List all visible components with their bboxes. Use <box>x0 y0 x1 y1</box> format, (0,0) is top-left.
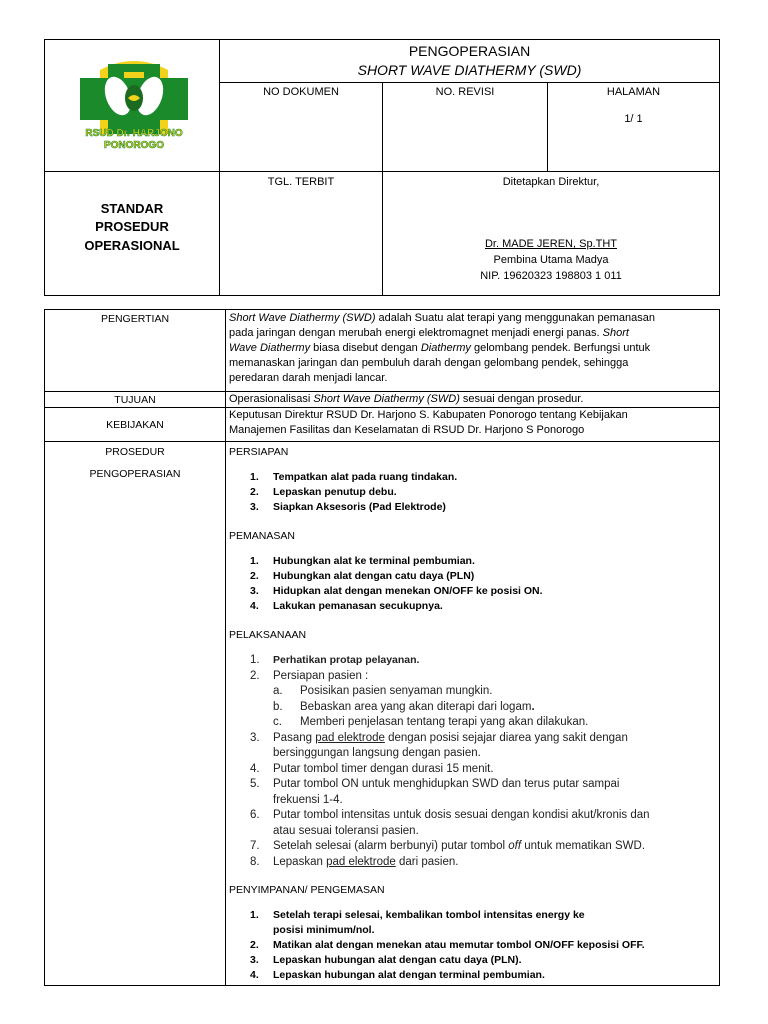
pengertian-text: Short Wave Diathermy (SWD) adalah Suatu alat terapi yang menggunakan pemanasan pada jaringan dengan merubah energi elektromagnet menjadi energi panas. Short Wave Diathermy biasa disebut dengan Diathermy gelombang pendek. Berfungsi untuk memanaskan jaringan dan pembuluh darah dengan gelombang pendek, sehingga peredaran darah menjadi lancar. <box>229 312 655 384</box>
director-name: Dr. MADE JEREN, Sp.THT <box>484 238 618 250</box>
pemanasan-heading: PEMANASAN <box>229 530 295 542</box>
list-item: 1. Setelah terapi selesai, kembalikan tombol intensitas energy ke <box>250 909 585 921</box>
ditetapkan-direktur: Ditetapkan Direktur, <box>502 176 600 188</box>
logo-text-line2: PONOROGO <box>103 140 164 151</box>
pelaksanaan-heading: PELAKSANAAN <box>229 629 307 641</box>
penyimpanan-heading: PENYIMPANAN/ PENGEMASAN <box>229 884 385 896</box>
list-item: 4. Putar tombol timer dengan durasi 15 menit. <box>250 762 494 775</box>
tujuan-text: Operasionalisasi Short Wave Diathermy (SWD) sesuai dengan prosedur. <box>229 393 584 405</box>
director-nip: NIP. 19620323 198803 1 011 <box>480 270 622 282</box>
list-item: a. Posisikan pasien senyaman mungkin. <box>273 685 493 697</box>
pengertian-label: PENGERTIAN <box>100 313 170 325</box>
list-item: 8. Lepaskan pad elektrode dari pasien. <box>250 855 459 868</box>
list-item: 1. Hubungkan alat ke terminal pembumian. <box>250 555 475 567</box>
list-item: b. Bebaskan area yang akan diterapi dari logam. <box>273 700 535 713</box>
list-item: 4. Lakukan pemanasan secukupnya. <box>250 600 443 612</box>
kebijakan-text: Keputusan Direktur RSUD Dr. Harjono S. Kabupaten Ponorogo tentang Kebijakan Manajemen Fasilitas dan Keselamatan di RSUD Dr. Harjono S Ponorogo <box>229 409 628 436</box>
tgl-terbit-label: TGL. TERBIT <box>267 176 335 188</box>
list-item: 1. Tempatkan alat pada ruang tindakan. <box>250 471 458 483</box>
list-item: 4. Lepaskan hubungan alat dengan terminal pembumian. <box>250 969 545 981</box>
doc-title-line2: SHORT WAVE DIATHERMY (SWD) <box>357 62 582 78</box>
list-item: 1. Perhatikan protap pelayanan. <box>250 654 420 666</box>
sop-label-line1: STANDAR <box>100 201 164 216</box>
hospital-logo <box>64 56 204 162</box>
sop-label-line3: OPERASIONAL <box>84 238 180 253</box>
penyimpanan-list: 1. Setelah terapi selesai, kembalikan tombol intensitas energy ke posisi minimum/nol. 2. Matikan alat dengan menekan atau memutar tombol ON/OFF keposisi OFF. 3. Lepaskan hubungan alat dengan catu daya (PLN). 4. Lepaskan hubungan alat dengan terminal pembumian. <box>250 908 715 983</box>
persiapan-list <box>250 470 710 515</box>
list-item: c. Memberi penjelasan tentang terapi yang akan dilakukan. <box>273 716 589 728</box>
halaman-value: 1/ 1 <box>624 113 643 125</box>
list-item: 3. Siapkan Aksesoris (Pad Elektrode) <box>250 501 446 513</box>
logo-text-line1: RSUD Dr. HARJONO <box>85 128 183 139</box>
list-item: 2. Persiapan pasien : <box>250 669 369 682</box>
tujuan-label: TUJUAN <box>114 394 156 406</box>
persiapan-heading: PERSIAPAN <box>229 446 289 458</box>
no-revisi-label: NO. REVISI <box>435 86 495 98</box>
no-dokumen-label: NO DOKUMEN <box>263 86 339 98</box>
list-item: 5. Putar tombol ON untuk menghidupkan SWD dan terus putar sampai <box>250 778 620 790</box>
list-item: 3. Pasang pad elektrode dengan posisi sejajar diarea yang sakit dengan <box>250 731 628 744</box>
list-item: 2. Lepaskan penutup debu. <box>250 486 397 498</box>
doc-title-line1: PENGOPERASIAN <box>408 43 531 59</box>
director-rank: Pembina Utama Madya <box>493 254 609 266</box>
prosedur-label-line1: PROSEDUR <box>105 446 165 458</box>
list-item: 3. Lepaskan hubungan alat dengan catu daya (PLN). <box>250 954 522 966</box>
kebijakan-label: KEBIJAKAN <box>106 419 164 431</box>
pelaksanaan-list: 1. Perhatikan protap pelayanan. 2. Persiapan pasien : a. Posisikan pasien senyaman mungkin. b. Bebaskan area yang akan diterapi dari logam. c. Memberi penjelasan tentang terapi yang akan dilakukan. 3. Pasang pad elektrode dengan posisi sejajar diarea yang sakit dengan bersinggungan langsung dengan pasien. 4. Putar tombol timer dengan durasi 15 menit. 5. Putar tombol ON untuk menghidupkan SWD dan terus putar sampai frekuensi 1-4. 6. Putar tombol intensitas untuk dosis sesuai dengan kondisi akut/kronis dan atau sesuai toleransi pasien. 7. Setelah selesai (alarm berbunyi) putar tombol off untuk mematikan SWD. 8. Lepaskan pad elektrode dari pasien. <box>250 653 715 870</box>
pemanasan-list <box>250 554 710 614</box>
list-item: 3. Hidupkan alat dengan menekan ON/OFF ke posisi ON. <box>250 585 543 597</box>
list-item: 2. Hubungkan alat dengan catu daya (PLN) <box>250 570 475 582</box>
list-item: 2. Matikan alat dengan menekan atau memutar tombol ON/OFF keposisi OFF. <box>250 939 645 951</box>
halaman-label: HALAMAN <box>606 86 661 98</box>
sop-label-line2: PROSEDUR <box>95 219 169 234</box>
list-item: 6. Putar tombol intensitas untuk dosis sesuai dengan kondisi akut/kronis dan <box>250 809 650 821</box>
list-item: 7. Setelah selesai (alarm berbunyi) putar tombol off untuk mematikan SWD. <box>250 840 646 852</box>
prosedur-label-line2: PENGOPERASIAN <box>89 468 181 480</box>
